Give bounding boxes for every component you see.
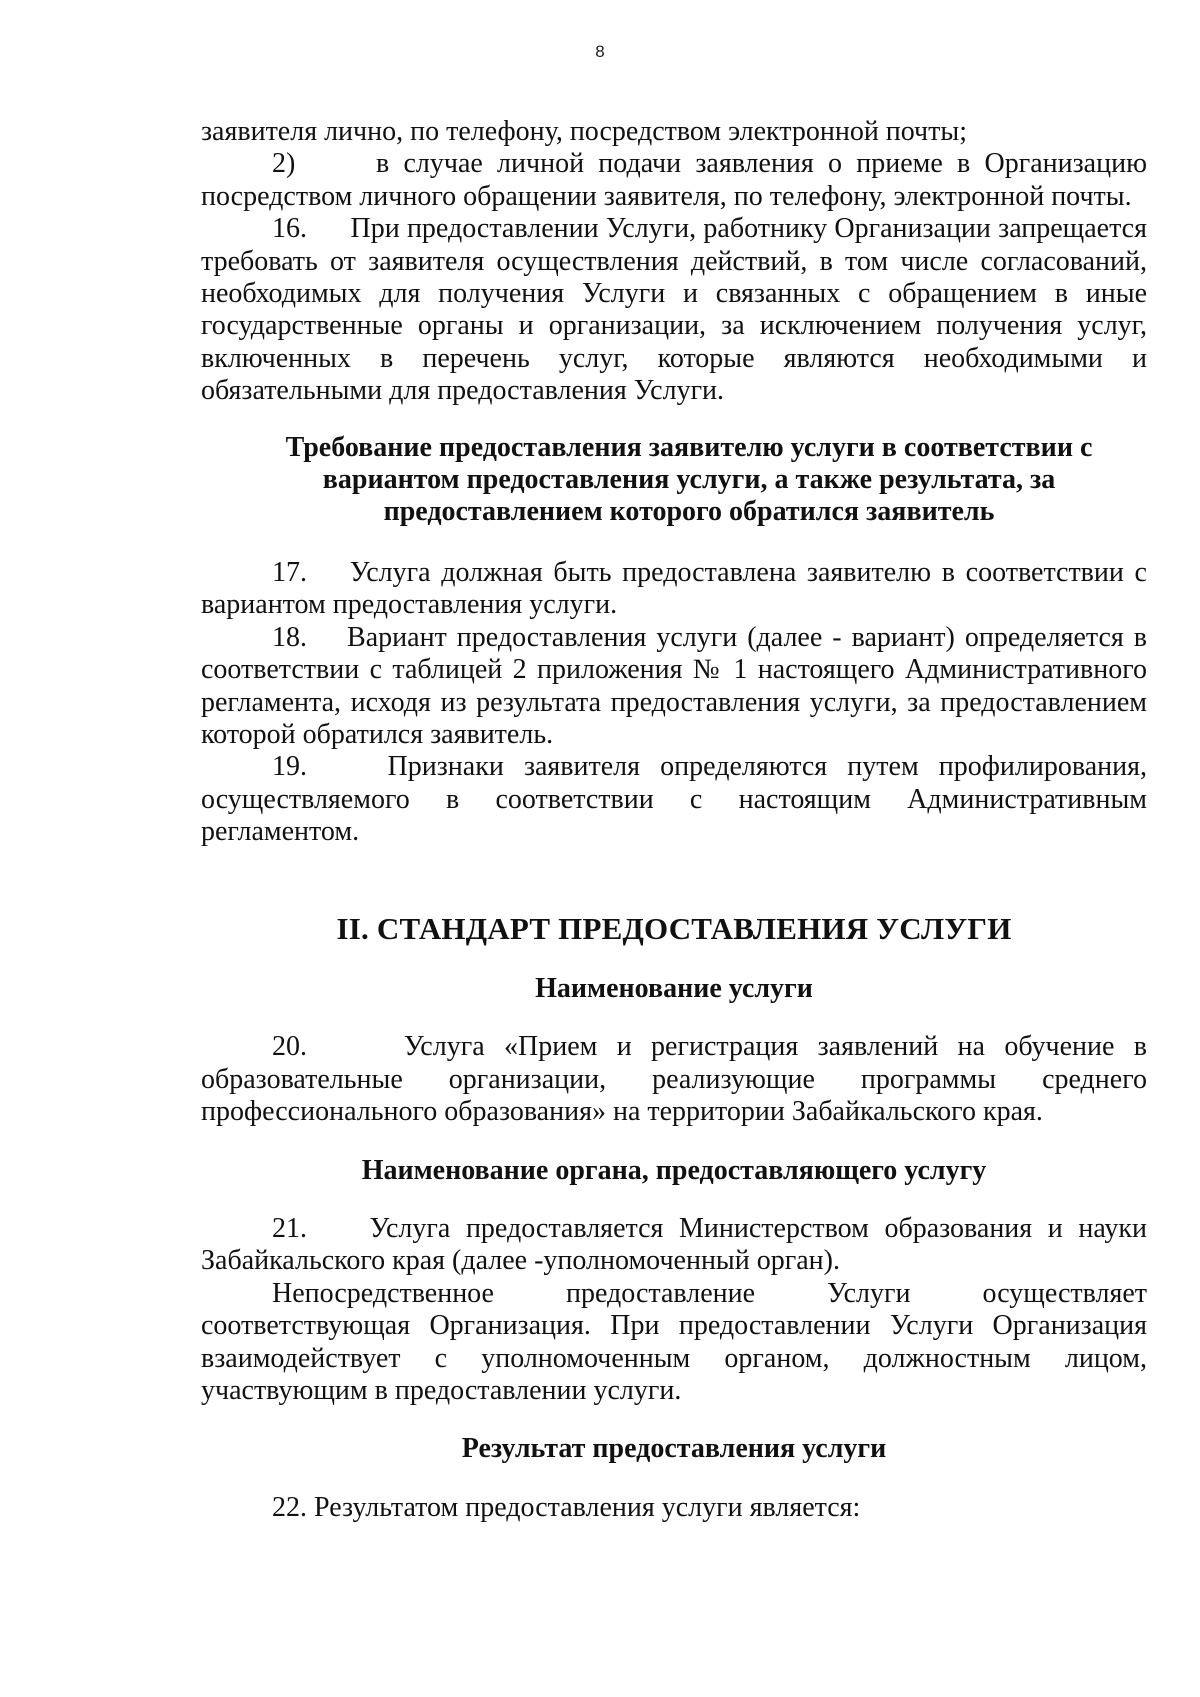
paragraph-22: 22. Результатом предоставления услуги является: bbox=[272, 1491, 861, 1523]
heading-service-variant: Требование предоставления заявителю услуги в соответствии с вариантом предоставления услуги, а также результата, за предоставлением которого обратился заявитель bbox=[285, 431, 1093, 528]
paragraph-continuation: заявителя лично, по телефону, посредством электронной почты; bbox=[201, 116, 967, 147]
heading-providing-authority: Наименование органа, предоставляющего услугу bbox=[361, 1154, 987, 1186]
paragraph-19: 19. Признаки заявителя определяются путем профилирования, осуществляемого в соответствии с настоящим Административным регламентом. bbox=[201, 751, 1147, 848]
paragraph-item-2 bbox=[201, 148, 1147, 213]
paragraph-21-continued: Непосредственное предоставление Услуги осуществляет соответствующая Организация. При предоставлении Услуги Организация взаимодействует с уполномоченным органом, должностным лицом, участвующим в предоставлении услуги. bbox=[201, 1277, 1147, 1406]
paragraph-17: 17. Услуга должная быть предоставлена заявителю в соответствии с вариантом предоставления услуги. bbox=[201, 556, 1147, 621]
heading-service-name: Наименование услуги bbox=[535, 972, 813, 1004]
item-number: 2) bbox=[272, 148, 296, 180]
section-title-standard: II. СТАНДАРТ ПРЕДОСТАВЛЕНИЯ УСЛУГИ bbox=[336, 910, 1012, 946]
paragraph-21: 21. Услуга предоставляется Министерством образования и науки Забайкальского края (далее -уполномоченный орган). bbox=[201, 1212, 1147, 1277]
document-body bbox=[201, 116, 1147, 1524]
paragraph-20: 20. Услуга «Прием и регистрация заявлений на обучение в образовательные организации, реализующие программы среднего профессионального образования» на территории Забайкальского края. bbox=[201, 1031, 1147, 1128]
paragraph-18: 18. Вариант предоставления услуги (далее - вариант) определяется в соответствии с таблицей 2 приложения № 1 настоящего Административного регламента, исходя из результата предоставления услуги, за предоставлением которой обратился заявитель. bbox=[201, 621, 1147, 750]
page-number: 8 bbox=[595, 42, 605, 61]
item-text: в случае личной подачи заявления о приеме в Организацию посредством личного обращении заявителя, по телефону, электронной почты. bbox=[201, 148, 1147, 212]
paragraph-16: 16. При предоставлении Услуги, работнику Организации запрещается требовать от заявителя осуществления действий, в том числе согласований, необходимых для получения Услуги и связанных с обращением в иные государственные органы и организации, за исключением получения услуг, включенных в перечень услуг, которые являются необходимыми и обязательными для предоставления Услуги. bbox=[201, 213, 1147, 407]
heading-service-result: Результат предоставления услуги bbox=[461, 1433, 887, 1465]
